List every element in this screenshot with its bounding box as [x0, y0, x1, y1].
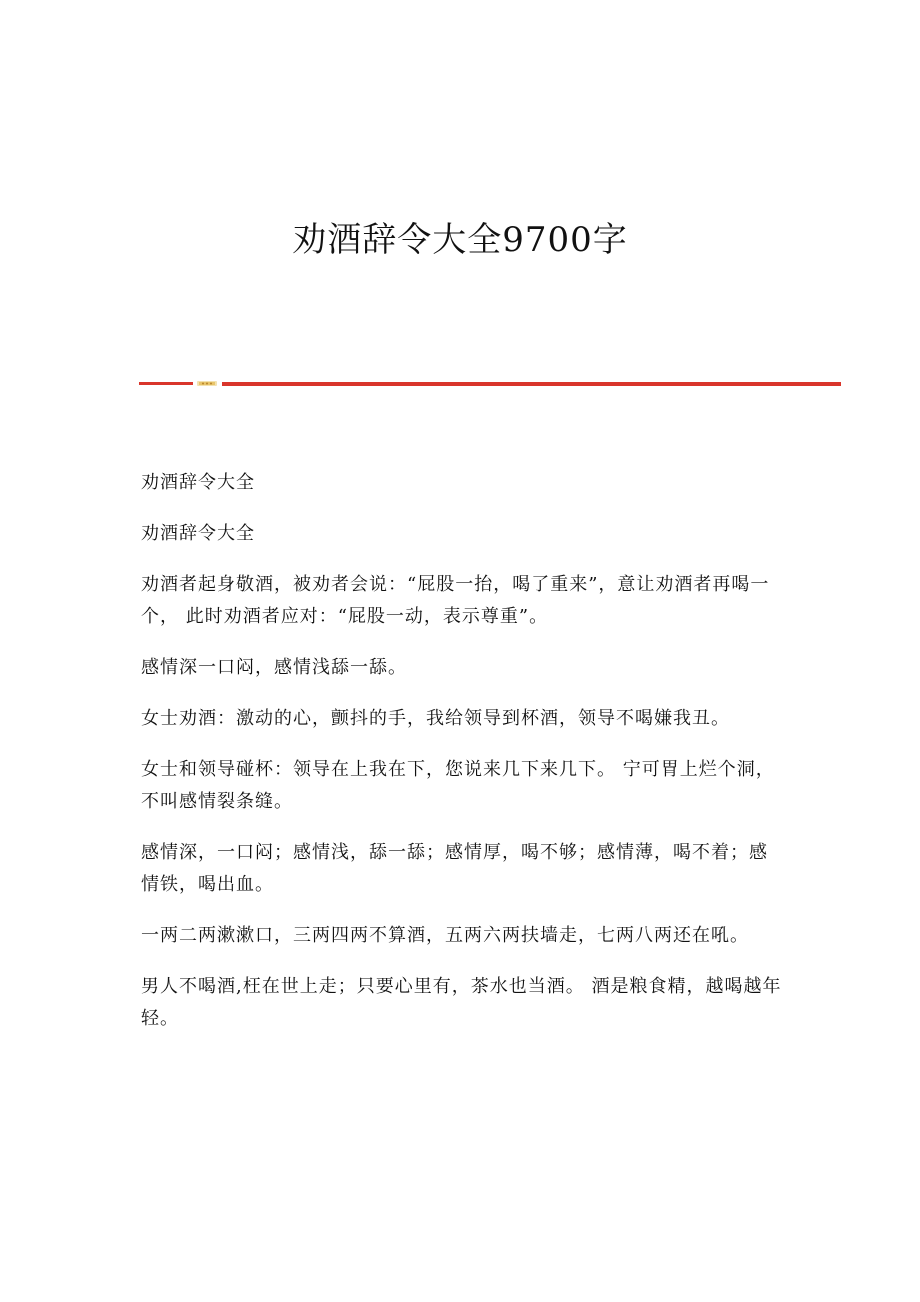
subheading-line: 劝酒辞令大全 — [141, 523, 255, 544]
body-paragraph: 劝酒者起身敬酒，被劝者会说：“屁股一抬，喝了重来”，意让劝酒者再喝一个， 此时劝酒者应对：“屁股一动，表示尊重”。 — [141, 574, 770, 627]
divider-ornament-icon — [197, 380, 217, 387]
body-paragraph: 感情深，一口闷；感情浅，舔一舔；感情厚，喝不够；感情薄，喝不着；感情铁，喝出血。 — [141, 842, 768, 895]
document-body — [141, 467, 783, 1054]
divider-line-right — [222, 382, 841, 386]
body-paragraph: 一两二两漱漱口，三两四两不算酒，五两六两扶墙走，七两八两还在吼。 — [141, 925, 749, 946]
body-paragraph: 女士劝酒：激动的心，颤抖的手，我给领导到杯酒，领导不喝嫌我丑。 — [141, 708, 730, 729]
divider-line-left — [139, 382, 193, 385]
heading-line: 劝酒辞令大全 — [141, 472, 255, 493]
body-paragraph: 男人不喝酒,枉在世上走；只要心里有，茶水也当酒。 酒是粮食精，越喝越年轻。 — [141, 976, 782, 1029]
body-paragraph: 感情深一口闷，感情浅舔一舔。 — [141, 657, 407, 678]
document-title: 劝酒辞令大全9700字 — [292, 220, 628, 260]
title-divider — [139, 380, 841, 388]
body-paragraph: 女士和领导碰杯：领导在上我在下，您说来几下来几下。 宁可胃上烂个洞，不叫感情裂条缝。 — [141, 759, 775, 812]
